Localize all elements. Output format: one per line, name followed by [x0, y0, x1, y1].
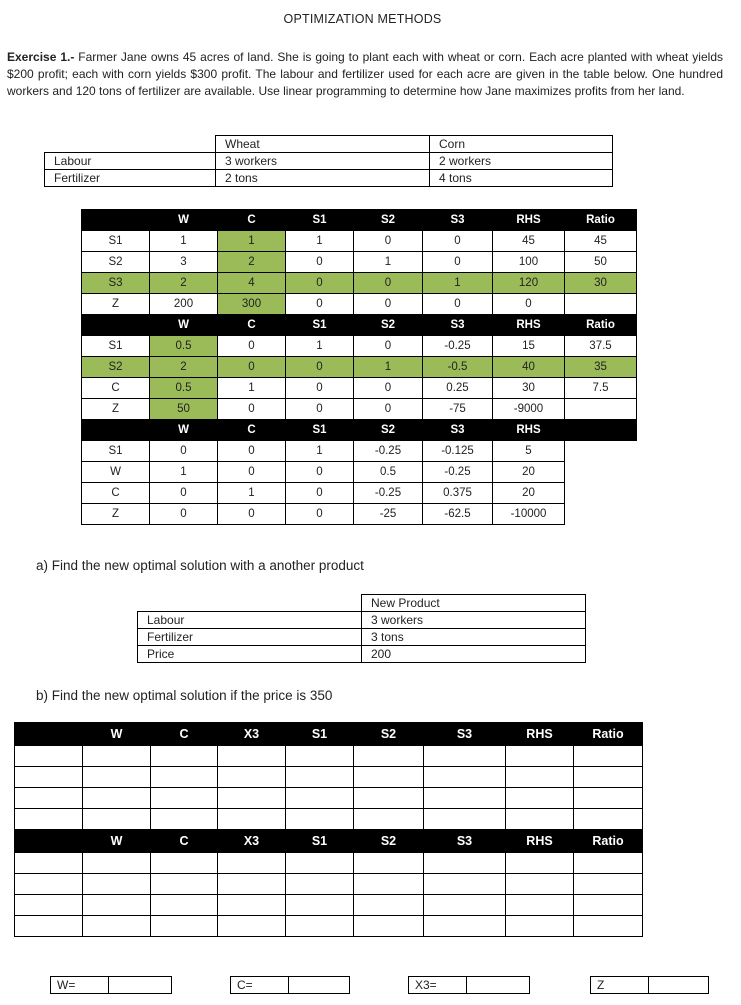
tableau-row [82, 252, 637, 273]
answer-cell[interactable] [354, 809, 424, 830]
new-product-header-cell [138, 595, 362, 612]
resources-table [44, 135, 613, 187]
answer-label-x3: X3= [409, 977, 467, 993]
tableau-cell: 1 [423, 273, 493, 294]
resources-header-cell [45, 136, 216, 153]
answer-cell[interactable] [354, 895, 424, 916]
tableau-cell: 15 [493, 336, 565, 357]
new-product-row [138, 612, 586, 629]
tableau-cell: 50 [565, 252, 637, 273]
answer-cell[interactable] [15, 853, 83, 874]
header-cell: C [218, 210, 286, 231]
tableau-row [82, 231, 637, 252]
resources-row [45, 153, 613, 170]
header-cell [15, 723, 83, 746]
answer-cell[interactable] [218, 916, 286, 937]
tableau-2-header [82, 315, 637, 336]
answer-cell[interactable] [424, 809, 506, 830]
tableau-cell: 0 [150, 504, 218, 525]
new-product-table [137, 594, 586, 663]
tableau-cell: -0.25 [354, 441, 423, 462]
tableau-cell: 0 [354, 231, 423, 252]
answer-cell[interactable] [151, 809, 218, 830]
page-title: OPTIMIZATION METHODS [283, 12, 442, 26]
header-cell [15, 830, 83, 853]
answer-cell[interactable] [218, 788, 286, 809]
header-cell: S2 [354, 315, 423, 336]
header-cell [82, 210, 150, 231]
tableau-cell: 1 [218, 378, 286, 399]
header-cell: S2 [354, 830, 424, 853]
tableau-cell: 0 [423, 252, 493, 273]
answer-cell[interactable] [574, 788, 643, 809]
answer-label-w: W= [51, 977, 109, 993]
header-cell: S2 [354, 723, 424, 746]
header-cell: C [151, 830, 218, 853]
header-cell: S1 [286, 315, 354, 336]
tableau-cell: S3 [82, 273, 150, 294]
tableau-cell: 200 [150, 294, 218, 315]
answer-label-z: Z [591, 977, 649, 993]
answer-cell[interactable] [424, 746, 506, 767]
tableau-cell: 1 [150, 462, 218, 483]
tableau-cell: 0.375 [423, 483, 493, 504]
tableau-row [82, 399, 637, 420]
new-product-row [138, 629, 586, 646]
header-cell: W [150, 315, 218, 336]
answer-cell[interactable] [354, 853, 424, 874]
answer-cell[interactable] [506, 853, 574, 874]
header-cell: RHS [493, 420, 565, 441]
tableau-cell: -0.125 [423, 441, 493, 462]
answer-cell[interactable] [424, 853, 506, 874]
tableau-1-header [82, 210, 637, 231]
answer-cell[interactable] [151, 895, 218, 916]
header-cell: S3 [424, 723, 506, 746]
tableau-cell: 0 [354, 336, 423, 357]
tableau-cell: S1 [82, 336, 150, 357]
answer-cell[interactable] [354, 788, 424, 809]
empty-cell [565, 504, 637, 525]
answer-cell[interactable] [83, 809, 151, 830]
header-cell: S3 [424, 830, 506, 853]
tableau-cell: 0 [286, 252, 354, 273]
answer-cell[interactable] [83, 788, 151, 809]
answer-cell[interactable] [354, 746, 424, 767]
answer-cell[interactable] [574, 746, 643, 767]
tableau-cell: -9000 [493, 399, 565, 420]
answer-cell[interactable] [506, 874, 574, 895]
tableau-cell: Z [82, 294, 150, 315]
tableau-row [82, 483, 637, 504]
empty-cell [565, 483, 637, 504]
answer-cell[interactable] [151, 788, 218, 809]
tableau-cell: 1 [286, 336, 354, 357]
tableau-cell: 0 [354, 399, 423, 420]
answer-cell[interactable] [286, 853, 354, 874]
answer-row[interactable] [15, 853, 643, 874]
tableau-row [82, 336, 637, 357]
header-cell: Ratio [574, 830, 643, 853]
resources-cell: Labour [45, 153, 216, 170]
header-cell: S3 [423, 420, 493, 441]
tableau-cell [565, 294, 637, 315]
answer-cell[interactable] [151, 916, 218, 937]
tableau-cell: 0 [218, 399, 286, 420]
header-cell: S2 [354, 420, 423, 441]
new-product-header-cell: New Product [362, 595, 586, 612]
new-product-cell: 3 tons [362, 629, 586, 646]
header-cell: S1 [286, 830, 354, 853]
tableau-cell: S1 [82, 231, 150, 252]
simplex-tableau [81, 209, 637, 525]
tableau-cell: 20 [493, 462, 565, 483]
tableau-cell: 0 [286, 294, 354, 315]
header-cell: S3 [423, 210, 493, 231]
header-cell: W [83, 830, 151, 853]
header-cell: Ratio [565, 315, 637, 336]
tableau-cell: -0.25 [423, 336, 493, 357]
answer-row[interactable] [15, 895, 643, 916]
answer-cell[interactable] [83, 767, 151, 788]
answer-cell[interactable] [15, 767, 83, 788]
answer-cell[interactable] [424, 895, 506, 916]
answer-cell[interactable] [506, 788, 574, 809]
tableau-cell: 30 [493, 378, 565, 399]
header-cell: S1 [286, 210, 354, 231]
header-cell: S3 [423, 315, 493, 336]
answer-cell[interactable] [83, 895, 151, 916]
header-cell: RHS [506, 830, 574, 853]
new-product-cell: 200 [362, 646, 586, 663]
answer-cell[interactable] [83, 746, 151, 767]
answer-tableau-header-1 [15, 723, 643, 746]
tableau-cell: 1 [150, 231, 218, 252]
tableau-cell: 0.5 [150, 378, 218, 399]
tableau-cell: 0 [218, 504, 286, 525]
answer-cell[interactable] [151, 746, 218, 767]
exercise-statement [7, 49, 723, 101]
answer-cell[interactable] [574, 874, 643, 895]
answer-box-z[interactable] [590, 976, 709, 994]
tableau-cell: 45 [493, 231, 565, 252]
answer-cell[interactable] [424, 916, 506, 937]
tableau-cell: 0 [423, 294, 493, 315]
tableau-cell: S1 [82, 441, 150, 462]
header-cell: S2 [354, 210, 423, 231]
tableau-cell: 0 [150, 441, 218, 462]
new-product-row [138, 646, 586, 663]
tableau-cell: Z [82, 504, 150, 525]
tableau-cell: 0 [493, 294, 565, 315]
tableau-cell: 0 [354, 273, 423, 294]
resources-header-cell: Corn [430, 136, 613, 153]
answer-cell[interactable] [286, 874, 354, 895]
new-product-cell: Price [138, 646, 362, 663]
empty-cell [565, 420, 637, 441]
answer-cell[interactable] [286, 767, 354, 788]
tableau-cell: W [82, 462, 150, 483]
tableau-3-header [82, 420, 637, 441]
answer-cell[interactable] [218, 853, 286, 874]
answer-cell[interactable] [15, 809, 83, 830]
answer-cell[interactable] [506, 895, 574, 916]
header-cell: Ratio [574, 723, 643, 746]
tableau-cell: C [82, 378, 150, 399]
tableau-cell: 0.5 [150, 336, 218, 357]
answer-row[interactable] [15, 767, 643, 788]
tableau-cell: 0 [286, 462, 354, 483]
header-cell: C [218, 420, 286, 441]
header-cell: S1 [286, 723, 354, 746]
answer-tableau [14, 722, 643, 937]
header-cell: C [218, 315, 286, 336]
answer-box-x3[interactable] [408, 976, 530, 994]
tableau-cell: 0 [286, 357, 354, 378]
tableau-cell: 300 [218, 294, 286, 315]
tableau-row-pivot [82, 273, 637, 294]
resources-cell: 2 workers [430, 153, 613, 170]
tableau-cell: 3 [150, 252, 218, 273]
resources-cell: Fertilizer [45, 170, 216, 187]
header-cell: X3 [218, 723, 286, 746]
answer-cell[interactable] [15, 874, 83, 895]
tableau-cell: S2 [82, 357, 150, 378]
answer-row[interactable] [15, 809, 643, 830]
tableau-cell: S2 [82, 252, 150, 273]
tableau-cell: 0 [354, 378, 423, 399]
answer-cell[interactable] [286, 916, 354, 937]
tableau-cell: 120 [493, 273, 565, 294]
tableau-cell: 0 [286, 483, 354, 504]
tableau-cell: 1 [286, 231, 354, 252]
answer-cell[interactable] [506, 916, 574, 937]
header-cell: RHS [493, 210, 565, 231]
tableau-row [82, 378, 637, 399]
tableau-cell: 0 [286, 378, 354, 399]
tableau-row [82, 504, 637, 525]
tableau-cell: 40 [493, 357, 565, 378]
answer-cell[interactable] [218, 746, 286, 767]
new-product-header-row [138, 595, 586, 612]
tableau-cell: Z [82, 399, 150, 420]
answer-label-c: C= [231, 977, 289, 993]
header-cell [82, 420, 150, 441]
tableau-cell: 0 [218, 441, 286, 462]
answer-tableau-header-2 [15, 830, 643, 853]
tableau-cell: 4 [218, 273, 286, 294]
question-b: b) Find the new optimal solution if the price is 350 [36, 688, 333, 703]
tableau-row [82, 441, 637, 462]
answer-box-c[interactable] [230, 976, 350, 994]
answer-cell[interactable] [286, 788, 354, 809]
tableau-cell: 0.25 [423, 378, 493, 399]
header-cell: C [151, 723, 218, 746]
tableau-cell: 1 [354, 357, 423, 378]
tableau-cell: -0.25 [354, 483, 423, 504]
tableau-cell: 0 [286, 273, 354, 294]
tableau-cell: 2 [150, 273, 218, 294]
tableau-cell: 100 [493, 252, 565, 273]
answer-cell[interactable] [286, 746, 354, 767]
exercise-text: Farmer Jane owns 45 acres of land. She is going to plant each with wheat or corn. Each acre planted with wheat yields $200 profit; each with corn yields $300 profit. The labour and fertilizer used for each acre are given in the table below. One hundred workers and 120 tons of fertilizer are available. Use linear programming to determine how Jane maximizes profits from her land. [7, 50, 723, 99]
tableau-cell: 0 [286, 504, 354, 525]
resources-cell: 4 tons [430, 170, 613, 187]
tableau-cell: 1 [218, 231, 286, 252]
answer-cell[interactable] [15, 788, 83, 809]
answer-cell[interactable] [354, 767, 424, 788]
answer-cell[interactable] [574, 916, 643, 937]
tableau-cell: -75 [423, 399, 493, 420]
answer-cell[interactable] [218, 874, 286, 895]
tableau-row [82, 462, 637, 483]
header-cell [82, 315, 150, 336]
tableau-cell: 0 [218, 336, 286, 357]
header-cell: W [83, 723, 151, 746]
tableau-cell: 30 [565, 273, 637, 294]
resources-cell: 3 workers [216, 153, 430, 170]
tableau-cell: 35 [565, 357, 637, 378]
answer-cell[interactable] [424, 874, 506, 895]
tableau-cell: 0 [218, 462, 286, 483]
tableau-cell: 0 [286, 399, 354, 420]
exercise-label: Exercise 1.- [7, 50, 75, 64]
tableau-cell: 2 [218, 252, 286, 273]
answer-cell[interactable] [354, 916, 424, 937]
tableau-cell: -0.5 [423, 357, 493, 378]
header-cell: X3 [218, 830, 286, 853]
resources-header-cell: Wheat [216, 136, 430, 153]
answer-cell[interactable] [574, 895, 643, 916]
tableau-cell: 20 [493, 483, 565, 504]
new-product-cell: Fertilizer [138, 629, 362, 646]
answer-row[interactable] [15, 788, 643, 809]
answer-cell[interactable] [15, 746, 83, 767]
tableau-cell: -62.5 [423, 504, 493, 525]
header-cell: RHS [493, 315, 565, 336]
tableau-cell: 0.5 [354, 462, 423, 483]
tableau-cell: 0 [218, 357, 286, 378]
tableau-row-pivot [82, 357, 637, 378]
answer-cell[interactable] [151, 767, 218, 788]
answer-cell[interactable] [218, 895, 286, 916]
answer-cell[interactable] [15, 916, 83, 937]
answer-cell[interactable] [218, 809, 286, 830]
header-cell: S1 [286, 420, 354, 441]
tableau-cell: 1 [218, 483, 286, 504]
header-cell: W [150, 210, 218, 231]
resources-header-row [45, 136, 613, 153]
answer-cell[interactable] [151, 853, 218, 874]
answer-cell[interactable] [574, 767, 643, 788]
empty-cell [565, 462, 637, 483]
resources-cell: 2 tons [216, 170, 430, 187]
answer-row[interactable] [15, 916, 643, 937]
answer-cell[interactable] [574, 809, 643, 830]
answer-cell[interactable] [354, 874, 424, 895]
resources-row [45, 170, 613, 187]
new-product-cell: 3 workers [362, 612, 586, 629]
tableau-cell: 5 [493, 441, 565, 462]
tableau-cell: 7.5 [565, 378, 637, 399]
header-cell: W [150, 420, 218, 441]
tableau-cell [565, 399, 637, 420]
answer-cell[interactable] [83, 853, 151, 874]
header-cell: Ratio [565, 210, 637, 231]
answer-cell[interactable] [574, 853, 643, 874]
answer-cell[interactable] [286, 895, 354, 916]
tableau-cell: 0 [150, 483, 218, 504]
answer-cell[interactable] [83, 874, 151, 895]
tableau-cell: -10000 [493, 504, 565, 525]
answer-cell[interactable] [506, 746, 574, 767]
answer-cell[interactable] [151, 874, 218, 895]
empty-cell [565, 441, 637, 462]
answer-cell[interactable] [15, 895, 83, 916]
tableau-cell: 50 [150, 399, 218, 420]
tableau-cell: 37.5 [565, 336, 637, 357]
tableau-cell: 0 [423, 231, 493, 252]
answer-cell[interactable] [83, 916, 151, 937]
header-cell: RHS [506, 723, 574, 746]
tableau-cell: 2 [150, 357, 218, 378]
tableau-cell: -0.25 [423, 462, 493, 483]
answer-cell[interactable] [424, 767, 506, 788]
question-a: a) Find the new optimal solution with a another product [36, 558, 364, 573]
tableau-row [82, 294, 637, 315]
new-product-cell: Labour [138, 612, 362, 629]
answer-box-w[interactable] [50, 976, 172, 994]
answer-cell[interactable] [506, 767, 574, 788]
tableau-cell: -25 [354, 504, 423, 525]
answer-cell[interactable] [506, 809, 574, 830]
answer-row[interactable] [15, 874, 643, 895]
answer-row[interactable] [15, 746, 643, 767]
tableau-cell: 1 [354, 252, 423, 273]
tableau-cell: C [82, 483, 150, 504]
tableau-cell: 45 [565, 231, 637, 252]
tableau-cell: 0 [354, 294, 423, 315]
answer-cell[interactable] [424, 788, 506, 809]
tableau-cell: 1 [286, 441, 354, 462]
answer-cell[interactable] [286, 809, 354, 830]
answer-cell[interactable] [218, 767, 286, 788]
